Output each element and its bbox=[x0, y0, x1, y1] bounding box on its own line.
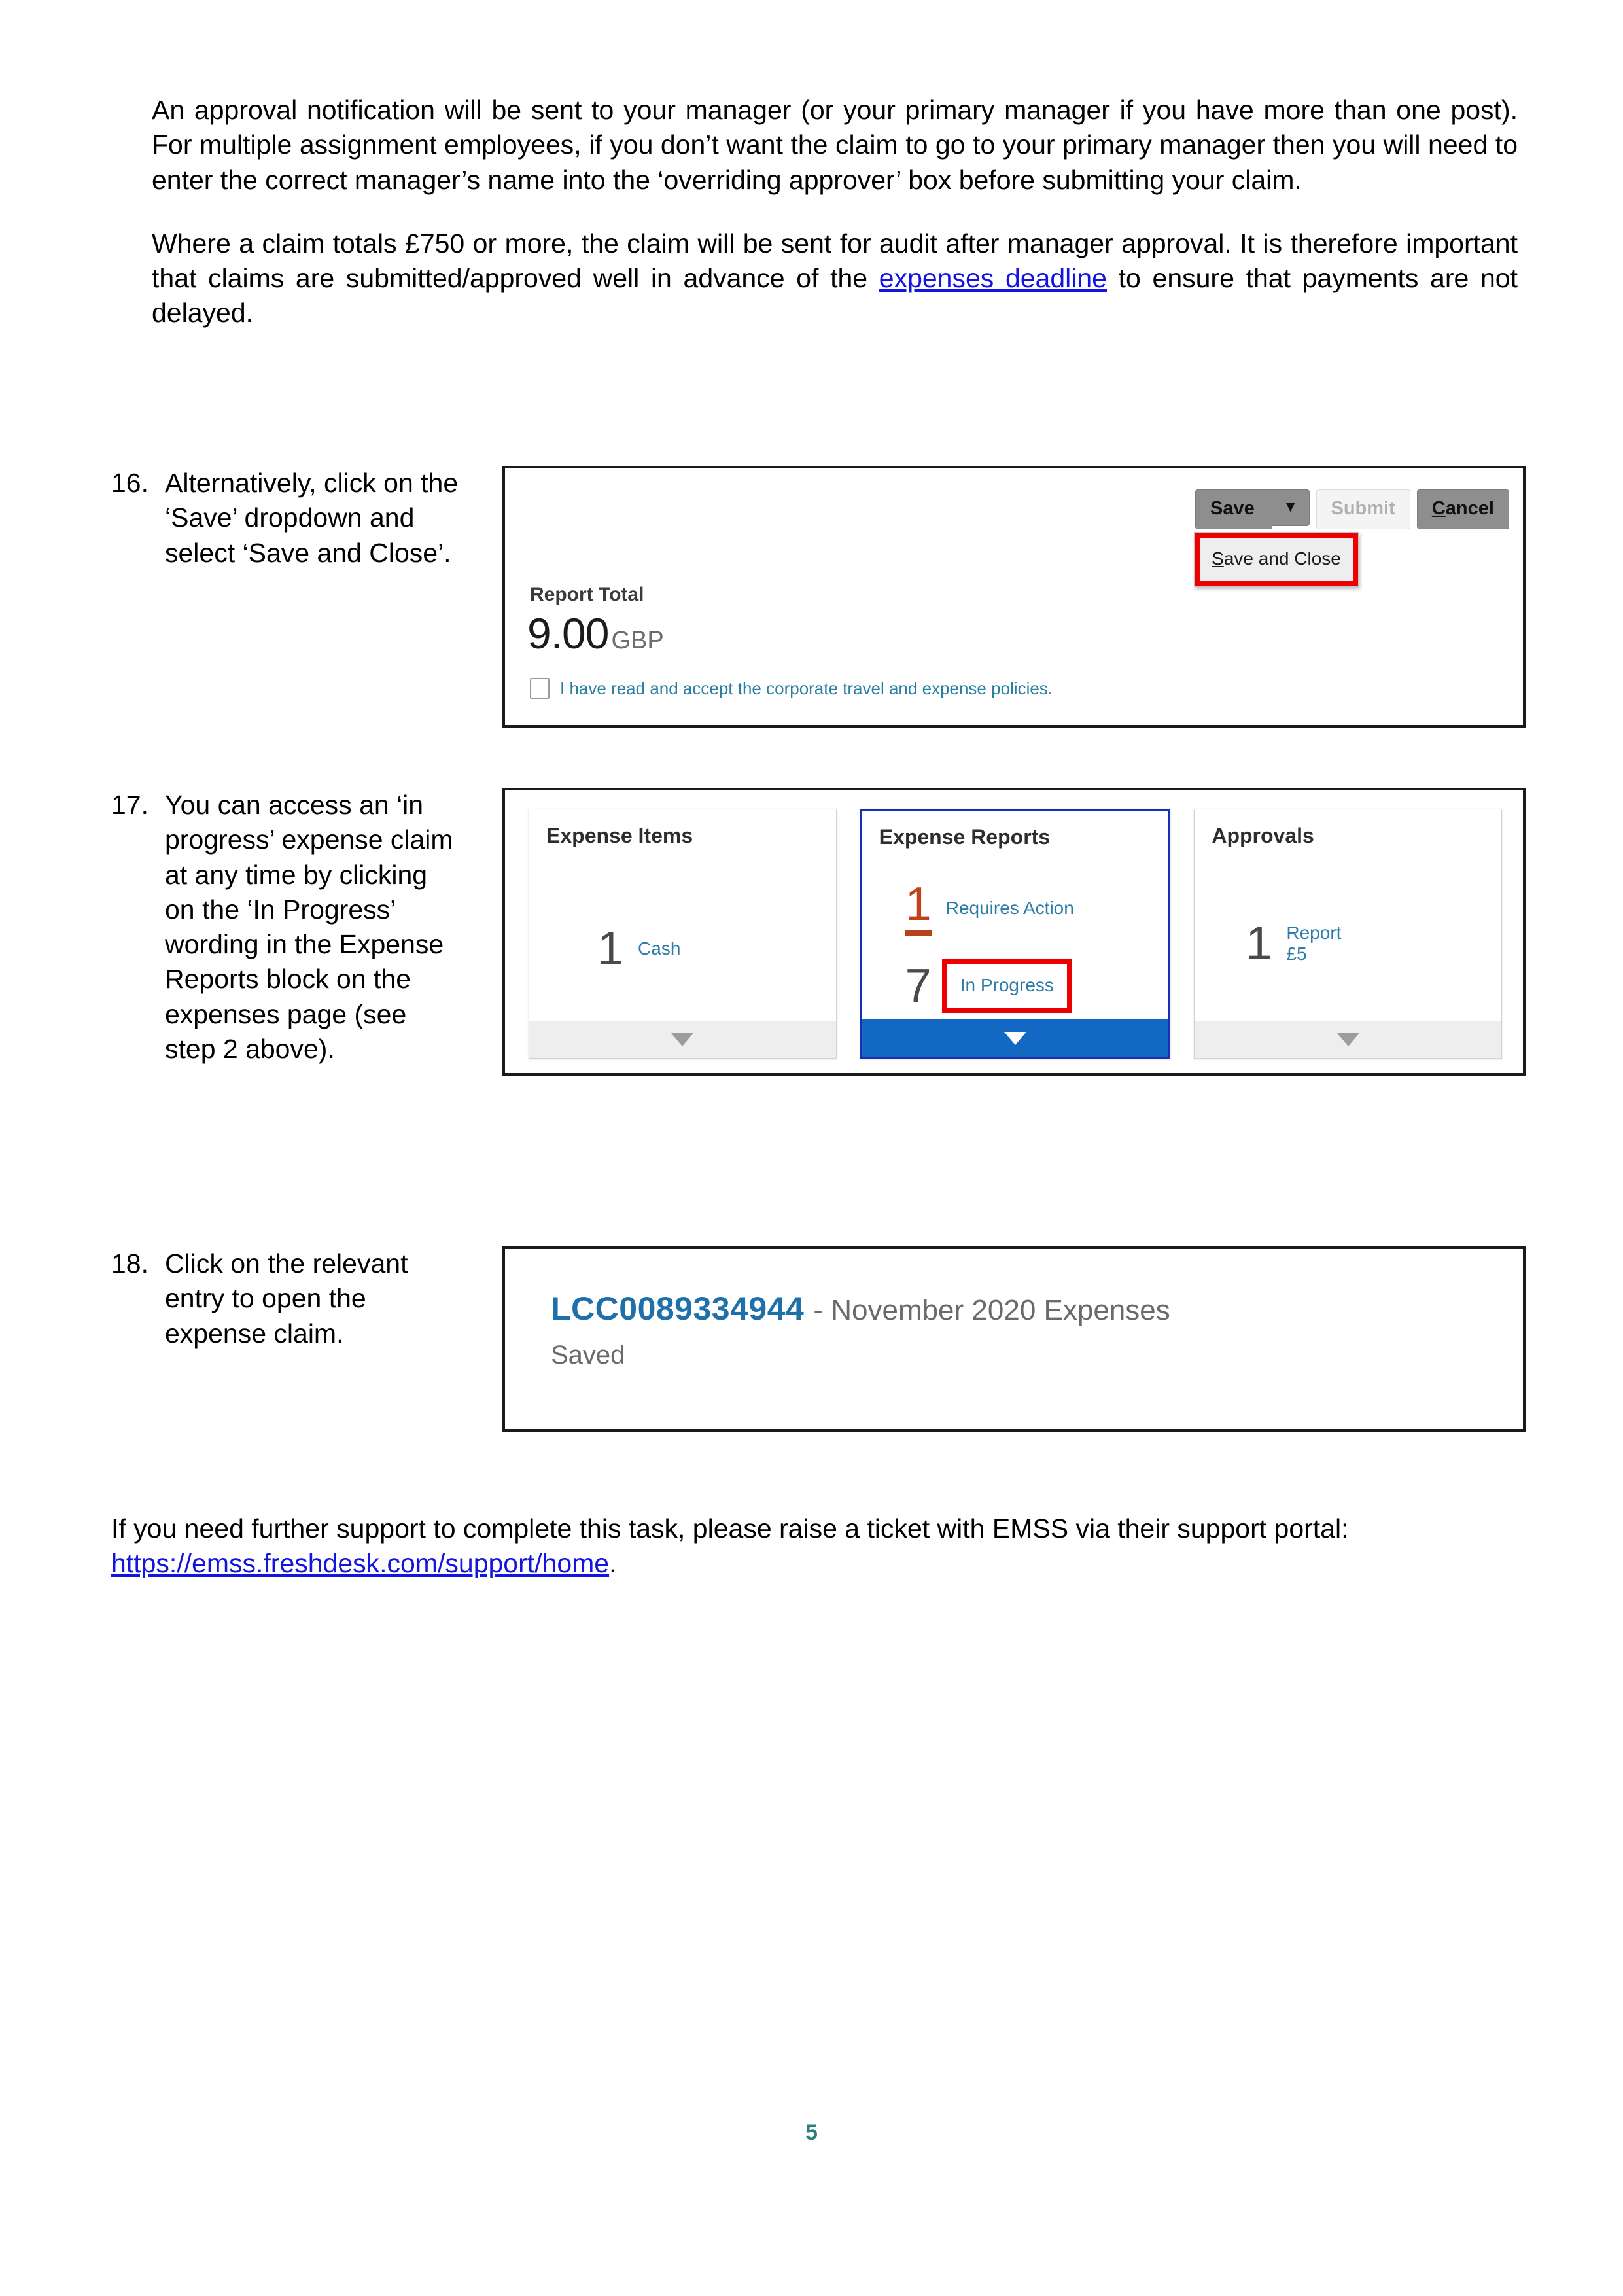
step-17-text bbox=[111, 788, 478, 1067]
step-16-number: 16. bbox=[111, 468, 148, 498]
report-reference-code[interactable]: LCC0089334944 bbox=[551, 1290, 805, 1327]
metric-requires-action-value: 1 bbox=[905, 881, 932, 936]
report-entry-status: Saved bbox=[551, 1341, 625, 1369]
action-button-bar bbox=[1195, 489, 1509, 529]
expenses-deadline-link[interactable]: expenses deadline bbox=[879, 263, 1107, 294]
save-and-close-accel: S bbox=[1212, 548, 1224, 569]
report-total-amount: 9.00 bbox=[527, 609, 609, 658]
step-17 bbox=[111, 788, 478, 1067]
metric-in-progress-label[interactable]: In Progress bbox=[942, 959, 1072, 1013]
closing-text-after: . bbox=[609, 1548, 617, 1579]
metric-approvals-label-line2: £5 bbox=[1286, 944, 1307, 964]
submit-button-label: Submit bbox=[1331, 498, 1395, 519]
submit-button[interactable] bbox=[1316, 489, 1410, 529]
save-and-close-label: ave and Close bbox=[1223, 548, 1341, 569]
report-total-label: Report Total bbox=[530, 584, 644, 605]
card-expense-items[interactable] bbox=[529, 809, 837, 1059]
metric-in-progress[interactable] bbox=[905, 959, 1072, 1013]
step-17-body: You can access an ‘in progress’ expense claim at any time by clicking on the ‘In Progress’ wording in the Expense Reports block on the expenses page (see step 2 above). bbox=[165, 790, 453, 1065]
policy-acceptance-row bbox=[530, 678, 1053, 699]
metric-approvals[interactable] bbox=[1246, 917, 1342, 970]
intro-paragraph-2-text-after: to ensure that payments are not delayed. bbox=[152, 263, 1518, 328]
metric-approvals-label-line1: Report bbox=[1286, 922, 1342, 943]
chevron-down-icon bbox=[671, 1033, 693, 1046]
card-expense-reports[interactable] bbox=[860, 809, 1171, 1059]
cancel-button[interactable] bbox=[1417, 489, 1509, 529]
intro-paragraph-2 bbox=[152, 226, 1518, 331]
metric-in-progress-value: 7 bbox=[905, 960, 932, 1013]
metric-cash-label[interactable]: Cash bbox=[638, 938, 681, 959]
metric-requires-action-label[interactable]: Requires Action bbox=[945, 898, 1074, 919]
cancel-button-accel: C bbox=[1431, 498, 1446, 519]
chevron-down-icon bbox=[1004, 1032, 1026, 1045]
step-18-body: Click on the relevant entry to open the expense claim. bbox=[165, 1248, 408, 1349]
screenshot-save-and-close bbox=[502, 466, 1526, 728]
metric-cash-value: 1 bbox=[597, 923, 624, 975]
card-expense-reports-title: Expense Reports bbox=[879, 825, 1051, 849]
step-16-body: Alternatively, click on the ‘Save’ dropdown and select ‘Save and Close’. bbox=[165, 468, 459, 568]
card-expense-items-body bbox=[529, 848, 836, 1021]
screenshot-report-entry bbox=[502, 1246, 1526, 1432]
page-number: 5 bbox=[805, 2120, 818, 2145]
intro-paragraph-2-text-before: Where a claim totals £750 or more, the claim will be sent for audit after manager approval. It is therefore important that claims are submitted/approved well in advance of the bbox=[152, 228, 1518, 294]
step-16 bbox=[111, 466, 478, 571]
closing-paragraph bbox=[111, 1511, 1518, 1581]
policy-checkbox-label: I have read and accept the corporate travel and expense policies. bbox=[560, 678, 1053, 698]
step-18-text bbox=[111, 1246, 478, 1351]
card-approvals-body bbox=[1195, 848, 1501, 1021]
dashboard-card-row bbox=[529, 809, 1502, 1059]
intro-paragraphs bbox=[152, 93, 1518, 331]
cancel-button-label: ancel bbox=[1445, 498, 1494, 519]
chevron-down-icon bbox=[1337, 1033, 1359, 1046]
intro-paragraph-1: An approval notification will be sent to your manager (or your primary manager if you have more than one post). For multiple assignment employees, if you don’t want the claim to go to your primary manager then you will need to enter the correct manager’s name into the ‘overriding approver’ box before submitting your claim. bbox=[152, 95, 1518, 195]
metric-requires-action[interactable] bbox=[905, 878, 1074, 936]
step-16-text bbox=[111, 466, 478, 571]
screenshot-expenses-dashboard bbox=[502, 788, 1526, 1076]
step-18 bbox=[111, 1246, 478, 1351]
report-total-currency: GBP bbox=[611, 627, 664, 654]
report-total-value bbox=[527, 609, 664, 658]
metric-approvals-value: 1 bbox=[1246, 917, 1272, 970]
card-approvals-title: Approvals bbox=[1212, 824, 1314, 847]
card-expense-items-footer[interactable] bbox=[529, 1021, 836, 1058]
card-expense-items-title: Expense Items bbox=[546, 824, 693, 847]
closing-text-before: If you need further support to complete this task, please raise a ticket with EMSS via their support portal: bbox=[111, 1513, 1349, 1544]
report-entry-row[interactable] bbox=[551, 1290, 1170, 1328]
metric-approvals-label[interactable] bbox=[1286, 923, 1341, 964]
step-17-number: 17. bbox=[111, 790, 148, 820]
card-expense-reports-footer[interactable] bbox=[862, 1019, 1169, 1057]
chevron-down-icon[interactable]: ▼ bbox=[1272, 489, 1310, 526]
emss-support-portal-link[interactable]: https://emss.freshdesk.com/support/home bbox=[111, 1548, 610, 1579]
metric-cash[interactable] bbox=[597, 923, 681, 975]
card-approvals-footer[interactable] bbox=[1195, 1021, 1501, 1058]
save-dropdown-menu bbox=[1194, 532, 1359, 587]
step-18-number: 18. bbox=[111, 1248, 148, 1279]
report-entry-name: - November 2020 Expenses bbox=[813, 1294, 1170, 1326]
policy-checkbox[interactable] bbox=[530, 678, 550, 699]
save-button[interactable]: Save bbox=[1195, 489, 1272, 529]
save-and-close-menu-item[interactable] bbox=[1195, 533, 1358, 586]
card-approvals[interactable] bbox=[1194, 809, 1502, 1059]
card-expense-reports-body bbox=[862, 849, 1169, 1019]
